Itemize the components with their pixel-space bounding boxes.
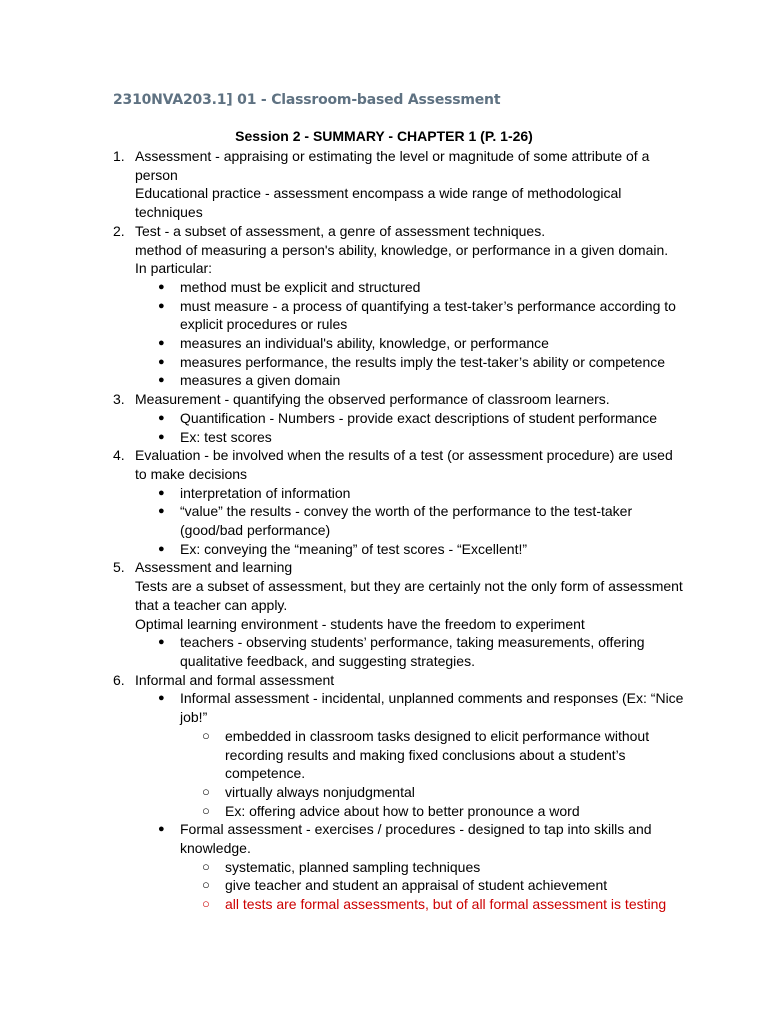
bullet-icon: ● — [158, 355, 165, 368]
text-line — [113, 558, 693, 577]
text-line — [113, 858, 693, 877]
line-text: In particular: — [135, 260, 213, 277]
text-line — [113, 876, 693, 895]
sub-bullet-icon: ○ — [202, 802, 210, 818]
line-text: method must be explicit and structured — [180, 278, 421, 295]
bullet-icon: ● — [158, 374, 165, 387]
line-text: knowledge. — [180, 840, 251, 857]
line-text: to make decisions — [135, 465, 248, 482]
line-text: embedded in classroom tasks designed to elicit performance without — [225, 727, 650, 744]
text-line — [113, 446, 693, 465]
text-line — [113, 184, 693, 203]
line-text: Assessment and learning — [135, 559, 293, 576]
bullet-icon: ● — [158, 636, 165, 649]
text-line — [113, 484, 693, 503]
line-text: Informal assessment - incidental, unplanned comments and responses (Ex: “Nice — [180, 690, 684, 707]
line-text: method of measuring a person's ability, knowledge, or performance in a given domain. — [135, 241, 669, 258]
line-text: competence. — [225, 765, 306, 782]
line-text: interpretation of information — [180, 484, 351, 501]
bullet-icon: ● — [158, 430, 165, 443]
line-text: Test - a subset of assessment, a genre of assessment techniques. — [135, 222, 546, 239]
bullet-icon: ● — [158, 692, 165, 705]
bullet-icon: ● — [158, 411, 165, 424]
sub-bullet-icon: ○ — [202, 896, 210, 912]
list-number: 6. — [113, 671, 125, 688]
text-line — [113, 147, 693, 166]
text-line — [113, 615, 693, 634]
line-text: give teacher and student an appraisal of student achievement — [225, 877, 608, 894]
sub-bullet-icon: ○ — [202, 877, 210, 893]
sub-bullet-icon: ○ — [202, 858, 210, 874]
text-line — [113, 521, 693, 540]
text-line — [113, 315, 693, 334]
line-text: Informal and formal assessment — [135, 671, 335, 688]
line-text: teachers - observing students’ performance, taking measurements, offering — [180, 634, 645, 651]
line-text: qualitative feedback, and suggesting strategies. — [180, 652, 475, 669]
text-line — [113, 278, 693, 297]
text-line — [113, 540, 693, 559]
document-body — [113, 147, 693, 914]
line-text: must measure - a process of quantifying a test-taker’s performance according to — [180, 297, 676, 314]
line-text: that a teacher can apply. — [135, 596, 288, 613]
text-line — [113, 689, 693, 708]
text-line — [113, 820, 693, 839]
list-number: 5. — [113, 559, 125, 576]
session-title: Session 2 - SUMMARY - CHAPTER 1 (P. 1-26) — [235, 128, 533, 144]
sub-bullet-icon: ○ — [202, 727, 210, 743]
text-line — [113, 652, 693, 671]
bullet-icon: ● — [158, 337, 165, 350]
course-title: 2310NVA203.1] 01 - Classroom-based Assessment — [113, 92, 501, 108]
bullet-icon: ● — [158, 542, 165, 555]
text-line — [113, 371, 693, 390]
line-text: all tests are formal assessments, but of all formal assessment is testing — [225, 896, 667, 913]
line-text: Educational practice - assessment encompass a wide range of methodological — [135, 185, 622, 202]
line-text: Optimal learning environment - students have the freedom to experiment — [135, 615, 585, 632]
line-text: techniques — [135, 204, 203, 221]
text-line — [113, 802, 693, 821]
line-text: explicit procedures or rules — [180, 316, 348, 333]
text-line — [113, 727, 693, 746]
text-line — [113, 353, 693, 372]
text-line — [113, 259, 693, 278]
line-text: Ex: test scores — [180, 428, 272, 445]
text-line — [113, 428, 693, 447]
text-line — [113, 783, 693, 802]
text-line — [113, 334, 693, 353]
text-line — [113, 241, 693, 260]
line-text: Evaluation - be involved when the results of a test (or assessment procedure) are used — [135, 447, 673, 464]
text-line — [113, 596, 693, 615]
line-text: job!” — [180, 709, 208, 726]
list-number: 4. — [113, 447, 125, 464]
bullet-icon: ● — [158, 486, 165, 499]
text-line — [113, 390, 693, 409]
bullet-icon: ● — [158, 823, 165, 836]
line-text: “value” the results - convey the worth of the performance to the test-taker — [180, 503, 633, 520]
line-text: Ex: offering advice about how to better pronounce a word — [225, 802, 580, 819]
bullet-icon: ● — [158, 505, 165, 518]
text-line — [113, 502, 693, 521]
text-line — [113, 671, 693, 690]
text-line — [113, 297, 693, 316]
text-line — [113, 409, 693, 428]
line-text: Ex: conveying the “meaning” of test scores - “Excellent!” — [180, 540, 528, 557]
line-text: measures an individual's ability, knowledge, or performance — [180, 335, 549, 352]
list-number: 1. — [113, 148, 125, 164]
line-text: (good/bad performance) — [180, 522, 331, 539]
text-line — [113, 577, 693, 596]
line-text: Quantification - Numbers - provide exact descriptions of student performance — [180, 409, 658, 426]
text-line — [113, 895, 693, 914]
text-line — [113, 746, 693, 765]
bullet-icon: ● — [158, 280, 165, 293]
line-text: recording results and making fixed conclusions about a student’s — [225, 746, 626, 763]
line-text: Formal assessment - exercises / procedures - designed to tap into skills and — [180, 821, 652, 838]
text-line — [113, 166, 693, 185]
line-text: measures a given domain — [180, 372, 341, 389]
line-text: Measurement - quantifying the observed performance of classroom learners. — [135, 391, 610, 408]
text-line — [113, 708, 693, 727]
line-text: person — [135, 166, 178, 183]
text-line — [113, 465, 693, 484]
sub-bullet-icon: ○ — [202, 783, 210, 799]
list-number: 2. — [113, 222, 125, 239]
list-number: 3. — [113, 391, 125, 408]
bullet-icon: ● — [158, 299, 165, 312]
text-line — [113, 203, 693, 222]
line-text: virtually always nonjudgmental — [225, 783, 415, 800]
text-line — [113, 222, 693, 241]
line-text: Assessment - appraising or estimating the level or magnitude of some attribute of a — [135, 148, 650, 164]
text-line — [113, 633, 693, 652]
text-line — [113, 839, 693, 858]
text-line — [113, 764, 693, 783]
line-text: systematic, planned sampling techniques — [225, 858, 481, 875]
line-text: measures performance, the results imply the test-taker’s ability or competence — [180, 353, 666, 370]
line-text: Tests are a subset of assessment, but they are certainly not the only form of assessment — [135, 578, 683, 595]
